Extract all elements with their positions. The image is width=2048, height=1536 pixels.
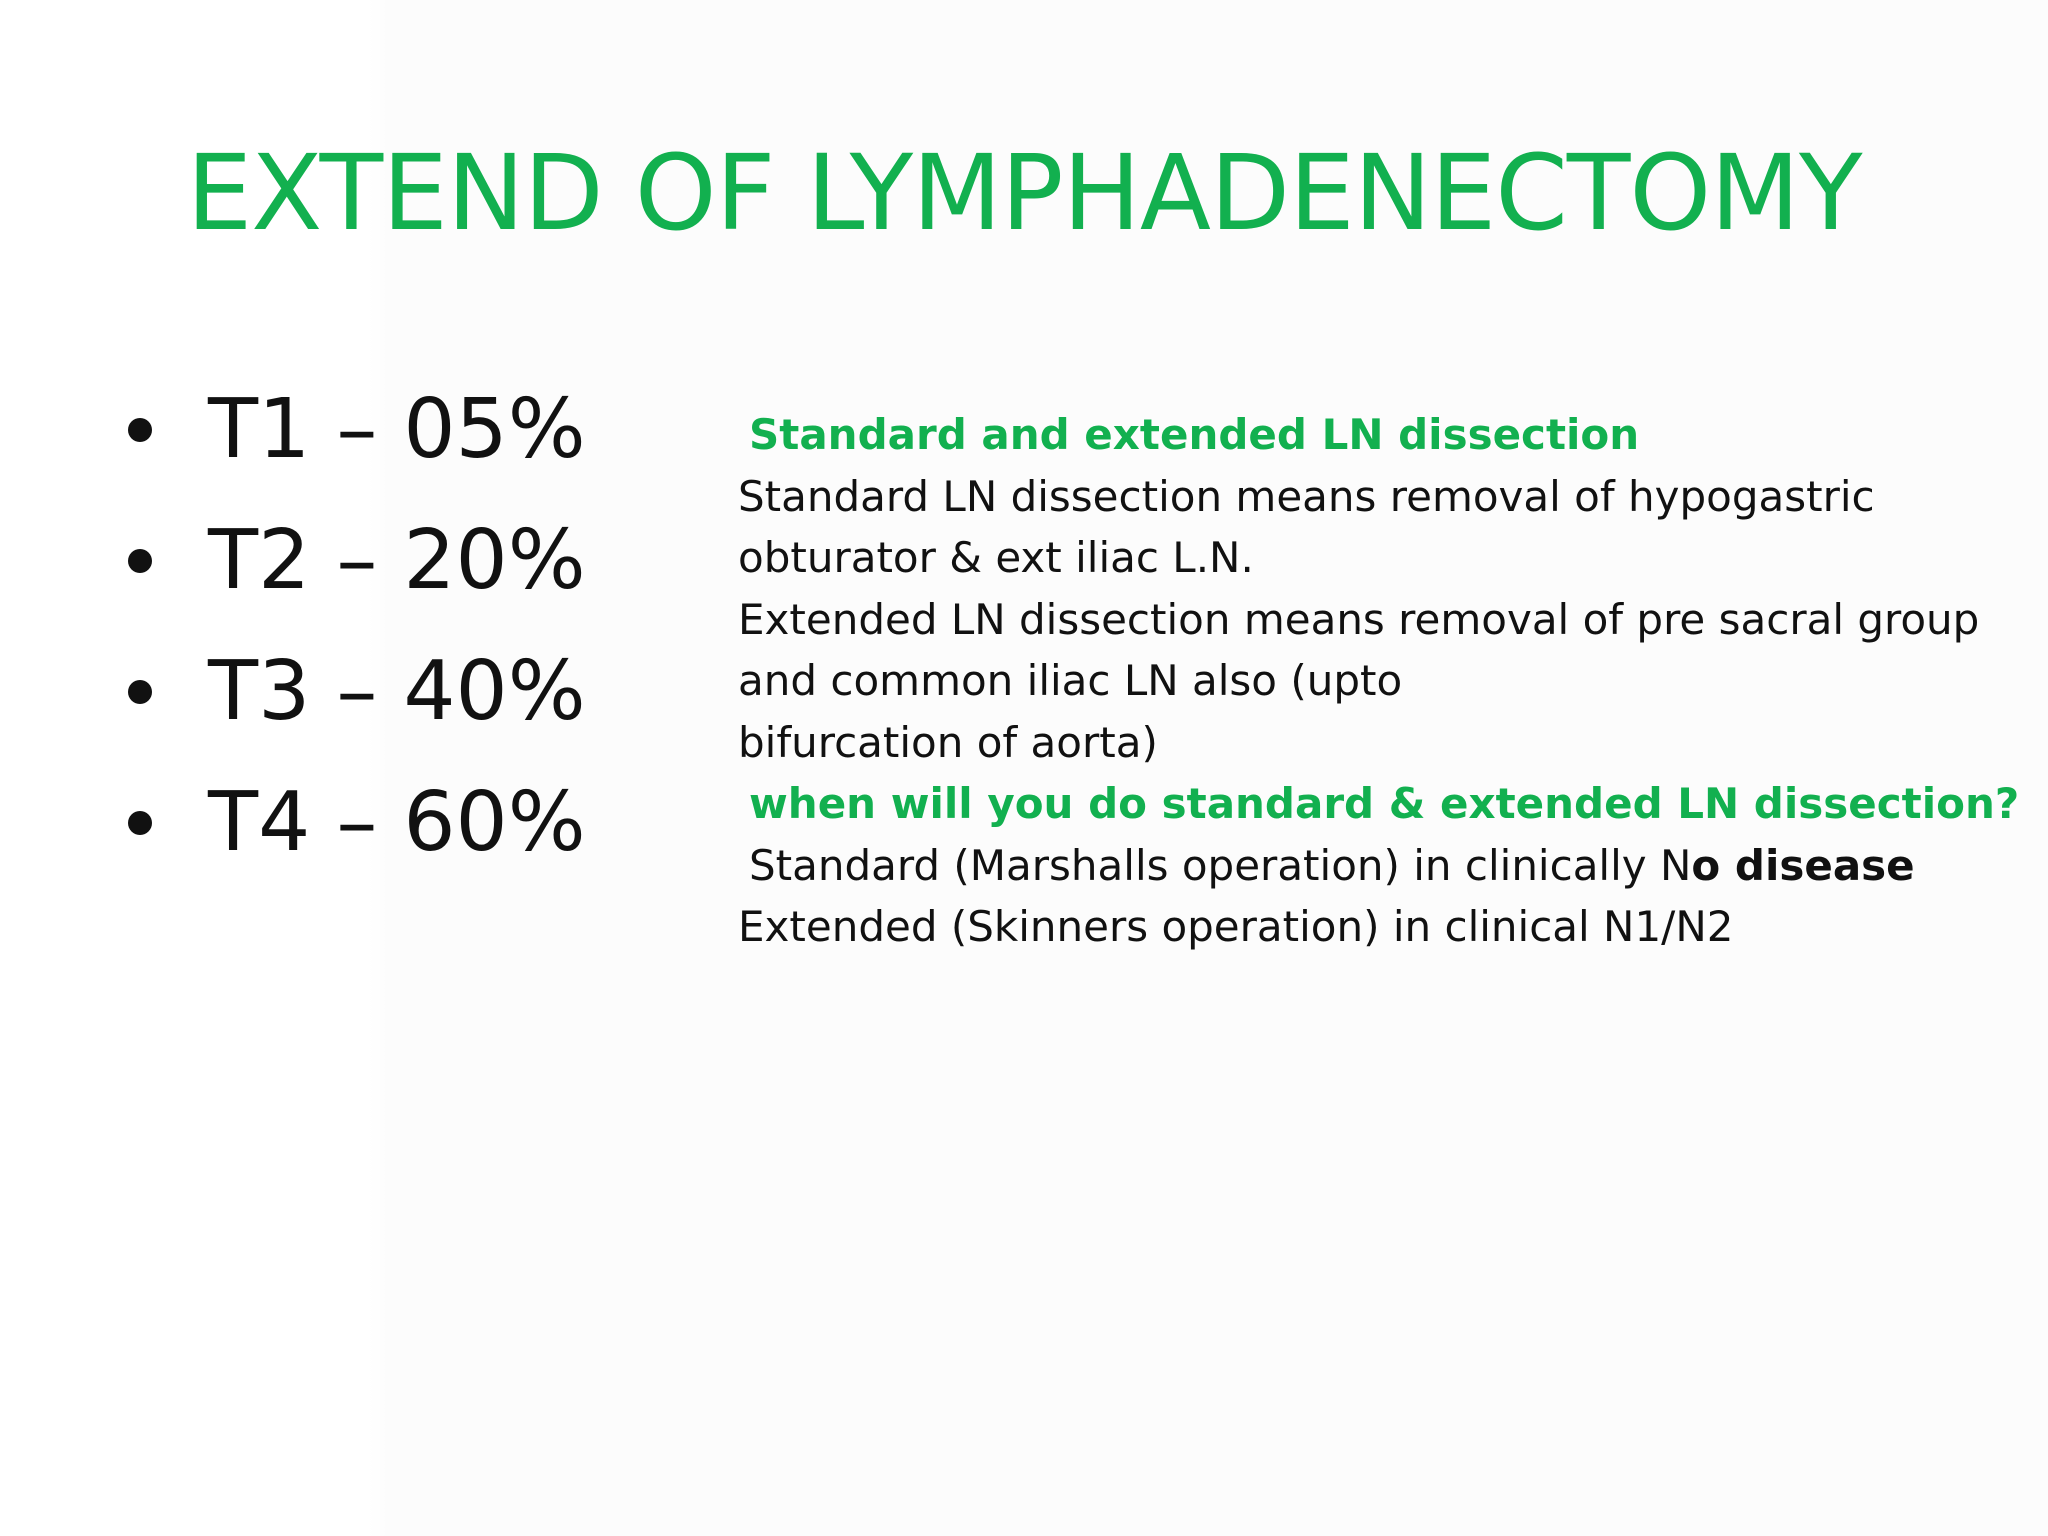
- bullet-icon: [128, 680, 152, 704]
- notes-line: obturator & ext iliac L.N.: [738, 533, 1254, 582]
- notes-line: [738, 835, 2038, 897]
- notes-line: Standard LN dissection means removal of hypogastric: [738, 471, 1875, 521]
- notes-line: bifurcation of aorta): [738, 717, 1158, 767]
- bullet-icon: [128, 811, 152, 835]
- stage-percentage-list: [118, 364, 586, 888]
- dissection-notes: [738, 404, 2038, 958]
- notes-line: Extended LN dissection means removal of pre sacral group: [738, 594, 1980, 644]
- stage-percentage-text: T3 – 40%: [208, 644, 586, 739]
- list-item: [118, 626, 586, 757]
- stage-percentage-text: T2 – 20%: [208, 513, 586, 608]
- list-item: [118, 757, 586, 888]
- list-item: [118, 495, 586, 626]
- stage-percentage-text: T4 – 60%: [208, 775, 586, 870]
- notes-heading: when will you do standard & extended LN dissection?: [749, 779, 2020, 828]
- bullet-icon: [128, 418, 152, 442]
- notes-line-text: Standard (Marshalls operation) in clinically N: [749, 840, 1692, 890]
- notes-line: Extended (Skinners operation) in clinical N1/N2: [738, 902, 1734, 951]
- bullet-icon: [128, 549, 152, 573]
- stage-percentage-text: T1 – 05%: [208, 382, 586, 477]
- list-item: [118, 364, 586, 495]
- notes-line: and common iliac LN also (upto: [738, 656, 1403, 705]
- slide-title: EXTEND OF LYMPHADENECTOMY: [186, 132, 1862, 254]
- notes-heading: Standard and extended LN dissection: [749, 410, 1640, 459]
- notes-emphasis: o disease: [1691, 840, 1915, 890]
